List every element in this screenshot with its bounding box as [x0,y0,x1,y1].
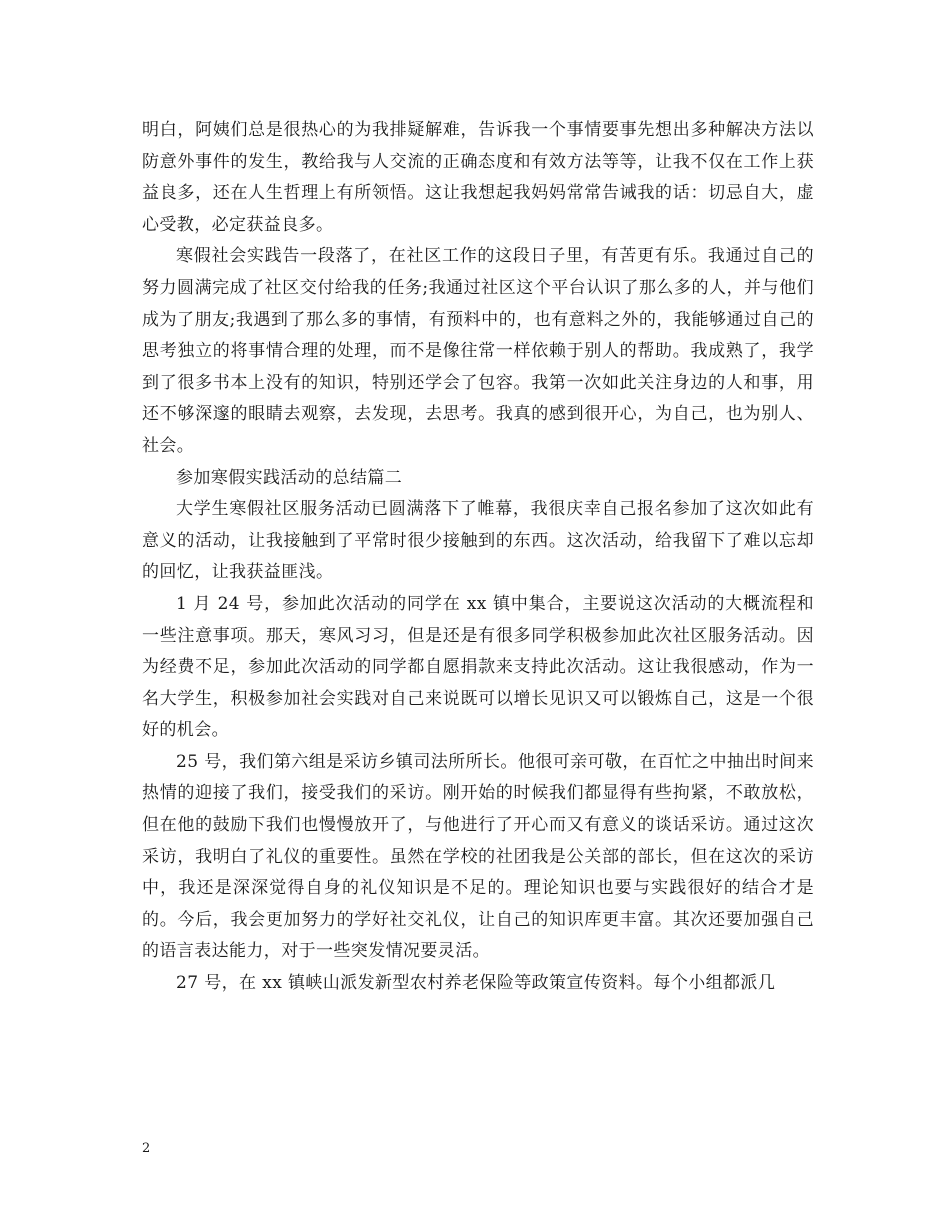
paragraph-jan-24: 1 月 24 号，参加此次活动的同学在 xx 镇中集合，主要说这次活动的大概流程和一些注意事项。那天，寒风习习，但是还是有很多同学积极参加此次社区服务活动。因为经费不足，参加此次活动的同学都自愿捐款来支持此次活动。这让我很感动，作为一名大学生，积极参加社会实践对自己来说既可以增长见识又可以锻炼自己，这是一个很好的机会。 [142,593,814,741]
paragraph-intro: 大学生寒假社区服务活动已圆满落下了帷幕，我很庆幸自己报名参加了这次如此有意义的活动，让我接触到了平常时很少接触到的东西。这次活动，给我留下了难以忘却的回忆，让我获益匪浅。 [142,499,814,583]
paragraph-summary: 寒假社会实践告一段落了，在社区工作的这段日子里，有苦更有乐。我通过自己的努力圆满完成了社区交付给我的任务;我通过社区这个平台认识了那么多的人，并与他们成为了朋友;我遇到了那么多的事情，有预料中的，也有意料之外的，我能够通过自己的思考独立的将事情合理的处理，而不是像往常一样依赖于别人的帮助。我成熟了，我学到了很多书本上没有的知识，特别还学会了包容。我第一次如此关注身边的人和事，用还不够深邃的眼睛去观察，去发现，去思考。我真的感到很开心，为自己，也为别人、社会。 [142,246,814,456]
paragraph-25th: 25 号，我们第六组是采访乡镇司法所所长。他很可亲可敬，在百忙之中抽出时间来热情的迎接了我们，接受我们的采访。刚开始的时候我们都显得有些拘紧，不敢放松，但在他的鼓励下我们也慢慢放开了，与他进行了开心而又有意义的谈话采访。通过这次采访，我明白了礼仪的重要性。虽然在学校的社团我是公关部的部长，但在这次的采访中，我还是深深觉得自身的礼仪知识是不足的。理论知识也要与实践很好的结合才是的。今后，我会更加努力的学好社交礼仪，让自己的知识库更丰富。其次还要加强自己的语言表达能力，对于一些突发情况要灵活。 [142,751,814,962]
page-number: 2 [142,1141,151,1156]
document-body [142,115,814,1000]
paragraph-27th: 27 号，在 xx 镇峡山派发新型农村养老保险等政策宣传资料。每个小组都派几 [176,973,776,994]
paragraph-continuation: 明白，阿姨们总是很热心的为我排疑解难，告诉我一个事情要事先想出多种解决方法以防意外事件的发生，教给我与人交流的正确态度和有效方法等等，让我不仅在工作上获益良多，还在人生哲理上有所领悟。这让我想起我妈妈常常告诫我的话：切忌自大，虚心受教，必定获益良多。 [142,120,814,235]
section-heading: 参加寒假实践活动的总结篇二 [176,467,403,488]
